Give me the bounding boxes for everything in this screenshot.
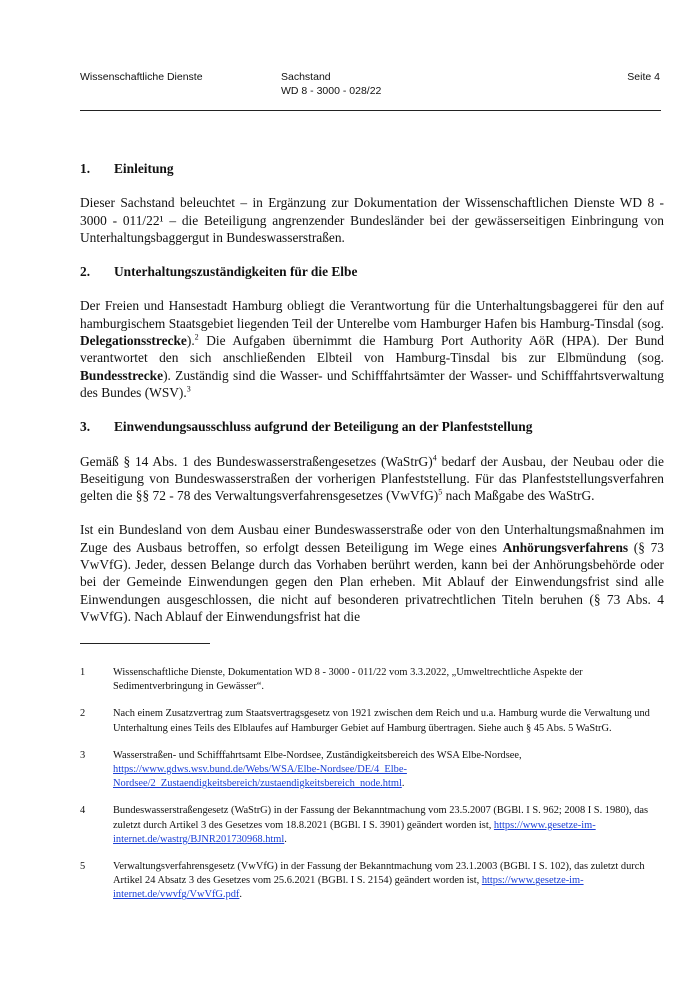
- footnote-number: 1: [80, 667, 86, 678]
- section-heading-2: [80, 263, 664, 280]
- term-bundesstrecke: Bundesstrecke: [80, 367, 164, 383]
- header-doc-info: [281, 70, 381, 98]
- footnote-number: 3: [80, 749, 86, 761]
- footnote-ref-2[interactable]: 2: [194, 332, 199, 342]
- section-number: 3.: [80, 419, 91, 435]
- footnote-link[interactable]: https://www.gdws.wsv.bund.de/Webs/WSA/Elbe-Nordsee/DE/4_Elbe-Nordsee/2_Zustaendigkeitsbereich/zustaendigkeitsbereich_node.html: [113, 764, 407, 790]
- section-number: 2.: [80, 264, 91, 280]
- footnote-text: Nach einem Zusatzvertrag zum Staatsvertragsgesetz von 1921 zwischen dem Reich und u.a. Hamburg wurde die Verwaltung und Unterhaltung eines Teils des Elblaufes auf Hamburger Gebiet auf Hamburg übertragen. Siehe auch § 45 Abs. 5 WaStrG.: [113, 708, 650, 734]
- footnote-text: Wissenschaftliche Dienste, Dokumentation WD 8 - 3000 - 011/22 vom 3.3.2022, „Umweltrechtliche Aspekte der Sedimentverbringung in Gewässer“.: [113, 667, 583, 693]
- footnote: [80, 749, 658, 792]
- footnote-ref-3[interactable]: 3: [186, 384, 191, 394]
- footnote: [80, 804, 658, 847]
- footnote-link[interactable]: https://www.gesetze-im-internet.de/vwvfg/VwVfG.pdf: [113, 875, 584, 901]
- footnote-number: 2: [80, 708, 86, 720]
- footnote: [80, 666, 658, 694]
- section-title: Einleitung: [114, 161, 174, 176]
- header-doc-type: Sachstand: [281, 71, 331, 83]
- header-page-number: Seite 4: [627, 71, 660, 83]
- footnote: [80, 707, 658, 735]
- footnote-text: Wasserstraßen- und Schifffahrtsamt Elbe-Nordsee, Zuständigkeitsbereich des WSA Elbe-Nordsee, https://www.gdws.wsv.bund.de/Webs/WSA/Elbe-Nordsee/DE/4_Elbe-Nordsee/2_Zustaendigkeitsbereich/zustaendigkeitsbereich_node.html.: [113, 749, 522, 790]
- footnote-divider: [80, 643, 210, 644]
- footnote-text: Bundeswasserstraßengesetz (WaStrG) in der Fassung der Bekanntmachung vom 23.5.2007 (BGBl. I S. 962; 2008 I S. 1980), das zuletzt durch Artikel 3 des Gesetzes vom 18.8.2021 (BGBl. I S. 3901) geändert worden ist, https://www.gesetze-im-internet.de/wastrg/BJNR201730968.html.: [113, 805, 649, 845]
- footnote-ref-4[interactable]: 4: [432, 453, 437, 463]
- paragraph: Gemäß § 14 Abs. 1 des Bundeswasserstraßengesetzes (WaStrG)$^4$ bedarf der Ausbau, der Neubau oder die Beseitigung von Bundeswasserstraßen der vorherigen Planfeststellung. Für das Planfeststellungsverfahren gelten die §§ 72 - 78 des Verwaltungsverfahrensgesetzes (VwVfG)$^5$ nach Maßgabe des WaStrG.: [80, 453, 664, 504]
- footnote-number: 4: [80, 805, 86, 817]
- section-heading-1: [80, 160, 664, 177]
- section-heading-3: [80, 418, 664, 435]
- header-org: Wissenschaftliche Dienste: [80, 71, 203, 83]
- header-divider: [80, 110, 661, 111]
- footnotes: [80, 666, 658, 916]
- footnote-text: Verwaltungsverfahrensgesetz (VwVfG) in der Fassung der Bekanntmachung vom 23.1.2003 (BGBl. I S. 102), das zuletzt durch Artikel 24 Absatz 3 des Gesetzes vom 25.6.2021 (BGBl. I S. 2154) geändert worden ist, https://www.gesetze-im-internet.de/vwvfg/VwVfG.pdf.: [113, 861, 645, 901]
- footnote: [80, 860, 658, 903]
- section-title: Unterhaltungszuständigkeiten für die Elbe: [114, 264, 358, 280]
- term-anhoerungsverfahren: Anhörungsverfahrens: [502, 539, 629, 555]
- header-doc-number: WD 8 - 3000 - 028/22: [281, 85, 382, 97]
- paragraph: Dieser Sachstand beleuchtet – in Ergänzung zur Dokumentation der Wissenschaftlichen Dienste WD 8 - 3000 - 011/22¹ – die Beteiligung angrenzender Bundesländer bei der gewässerseitigen Einbringung von Unterhaltungsbaggergut in Bundeswasserstraßen.: [80, 195, 664, 245]
- footnote-number: 5: [80, 861, 86, 873]
- footnote-link[interactable]: https://www.gesetze-im-internet.de/wastrg/BJNR201730968.html: [113, 819, 596, 845]
- document-body: [80, 160, 664, 625]
- term-delegationsstrecke: Delegationsstrecke: [80, 333, 187, 349]
- section-number: 1.: [80, 161, 91, 176]
- paragraph: Der Freien und Hansestadt Hamburg obliegt die Verantwortung für die Unterhaltungsbaggerei für den auf hamburgischem Staatsgebiet liegenden Teil der Unterelbe vom Hamburger Hafen bis Hamburg-Tinsdal (sog. Delegationsstrecke).$^2$ Die Aufgaben übernimmt die Hamburg Port Authority AöR (HPA). Der Bund verantwortet den sich anschließenden Elbteil von Hamburg-Tinsdal bis zur Elbmündung (sog. Bundesstrecke). Zuständig sind die Wasser- und Schifffahrtsämter der Wasser- und Schifffahrtsverwaltung des Bundes (WSV).$^3$: [80, 298, 664, 400]
- paragraph: Ist ein Bundesland von dem Ausbau einer Bundeswasserstraße oder von den Unterhaltungsmaßnahmen im Zuge des Ausbaus betroffen, so erfolgt dessen Beteiligung im Wege eines Anhörungsverfahrens (§ 73 VwVfG). Jeder, dessen Belange durch das Vorhaben berührt werden, kann bei der Anhörungsbehörde oder bei der Gemeinde Einwendungen gegen den Plan erheben. Mit Ablauf der Einwendungsfrist sind alle Einwendungen ausgeschlossen, die nicht auf besonderen privatrechtlichen Titeln beruhen (§ 73 Abs. 4 VwVfG). Nach Ablauf der Einwendungsfrist hat die: [80, 522, 664, 624]
- footnote-ref-5[interactable]: 5: [438, 487, 443, 497]
- section-title: Einwendungsausschluss aufgrund der Beteiligung an der Planfeststellung: [114, 419, 533, 435]
